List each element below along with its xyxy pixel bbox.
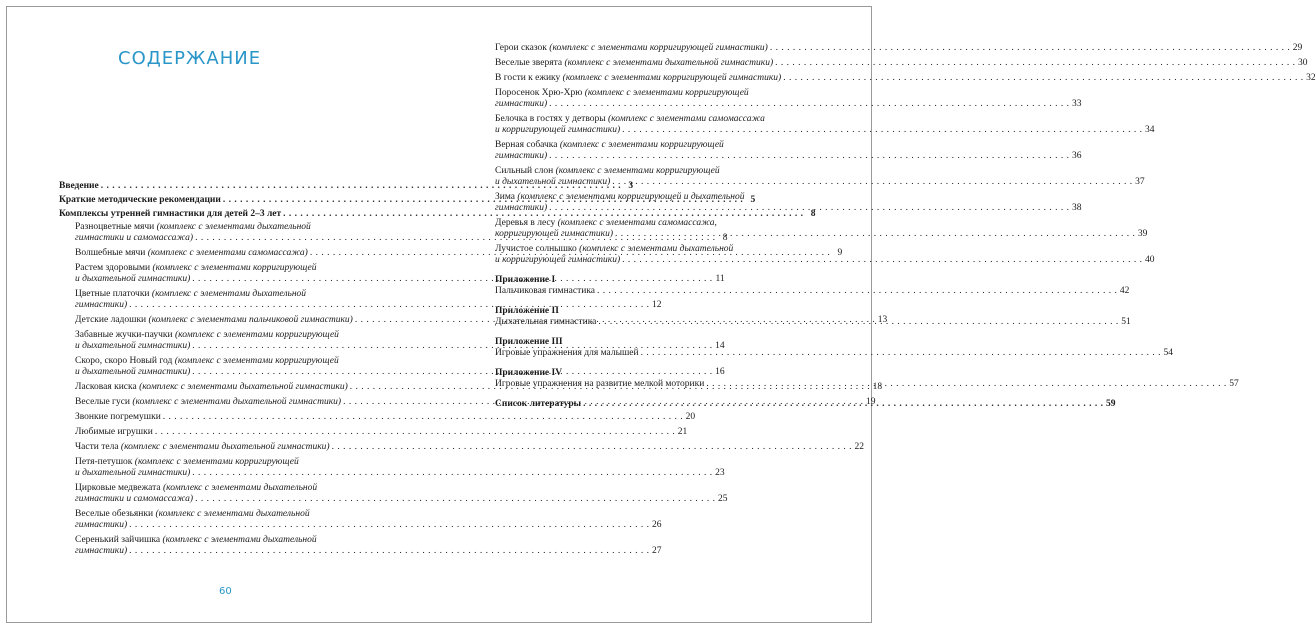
toc-entry-title: Игровые упражнения для малышей bbox=[495, 348, 639, 358]
toc-entry-title: Поросенок Хрю-Хрю bbox=[495, 88, 585, 98]
toc-entry-note: (комплекс с элементами корригирующей гимнастики) bbox=[562, 73, 782, 83]
toc-entry[interactable] bbox=[495, 218, 1148, 240]
appendix-heading: Приложение IV bbox=[495, 368, 563, 378]
toc-entry-title: Веселые зверята bbox=[495, 58, 565, 68]
toc-entry-page: 57 bbox=[1229, 379, 1239, 389]
leader-dots bbox=[549, 203, 1069, 214]
toc-entry[interactable] bbox=[59, 509, 662, 531]
toc-entry-note: и дыхательной гимнастики) bbox=[75, 468, 191, 478]
toc-entry-page: 32 bbox=[1306, 73, 1316, 83]
toc-entry-note: (комплекс с элементами корригирующей bbox=[152, 263, 317, 273]
toc-entry-note: (комплекс с элементами дыхательной bbox=[163, 483, 318, 493]
toc-entry[interactable] bbox=[495, 88, 1082, 110]
toc-entry-page: 20 bbox=[685, 412, 696, 422]
leader-dots bbox=[622, 255, 1142, 266]
toc-entry-note: (комплекс с элементами дыхательной bbox=[579, 244, 734, 254]
toc-entry[interactable] bbox=[495, 140, 1082, 162]
leader-dots bbox=[612, 177, 1132, 188]
toc-entry-page: 54 bbox=[1163, 348, 1173, 358]
toc-entry-note: и дыхательной гимнастики) bbox=[75, 274, 191, 284]
appendix-heading: Приложение I bbox=[495, 275, 556, 285]
toc-entry-page: 11 bbox=[715, 274, 725, 284]
leader-dots bbox=[583, 399, 1103, 410]
toc-appendix-3[interactable] bbox=[495, 337, 1173, 359]
toc-entry-note: гимнастики) bbox=[75, 300, 128, 310]
toc-entry-note: гимнастики) bbox=[75, 520, 128, 530]
toc-entry-page: 5 bbox=[750, 195, 756, 205]
leader-dots bbox=[598, 317, 1118, 328]
toc-entry-page: 38 bbox=[1072, 203, 1082, 213]
toc-entry[interactable] bbox=[495, 192, 1082, 214]
toc-entry-note: (комплекс с элементами дыхательной bbox=[155, 509, 310, 519]
toc-entry-title: В гости к ежику bbox=[495, 73, 563, 83]
toc-entry-title: Цветные платочки bbox=[75, 289, 152, 299]
toc-entry-note: и дыхательной гимнастики) bbox=[495, 177, 611, 187]
toc-entry-page: 59 bbox=[1105, 399, 1116, 409]
toc-entry[interactable] bbox=[59, 412, 696, 423]
toc-entry[interactable] bbox=[495, 73, 1316, 84]
leader-dots bbox=[775, 58, 1295, 69]
toc-entry-title: Разноцветные мячи bbox=[75, 222, 157, 232]
toc-entry[interactable] bbox=[495, 58, 1308, 69]
toc-entry-title: Введение bbox=[59, 181, 99, 191]
toc-entry-page: 9 bbox=[837, 248, 843, 258]
toc-entry-page: 25 bbox=[717, 494, 728, 504]
toc-entry-note: (комплекс с элементами корригирующей bbox=[584, 88, 749, 98]
toc-entry-note: и корригирующей гимнастики) bbox=[495, 125, 621, 135]
toc-entry-title: Растем здоровыми bbox=[75, 263, 153, 273]
toc-entry[interactable] bbox=[59, 457, 725, 479]
leader-dots bbox=[549, 99, 1069, 110]
toc-entry-page: 37 bbox=[1135, 177, 1145, 187]
toc-entry-page: 39 bbox=[1137, 229, 1148, 239]
toc-entry-note: (комплекс с элементами корригирующей bbox=[174, 356, 339, 366]
toc-entry-title: Детские ладошки bbox=[75, 315, 149, 325]
toc-entry-page: 8 bbox=[722, 233, 728, 243]
toc-entry[interactable] bbox=[495, 244, 1155, 266]
leader-dots bbox=[770, 43, 1290, 54]
toc-entry-note: (комплекс с элементами дыхательной bbox=[151, 289, 307, 299]
toc-entry-note: (комплекс с элементами корригирующей гимнастики) bbox=[549, 43, 768, 53]
toc-entry-page: 13 bbox=[877, 315, 888, 325]
toc-entry-title: Забавные жучки-паучки bbox=[75, 330, 175, 340]
leader-dots bbox=[706, 379, 1226, 390]
toc-entry-note: гимнастики и самомассажа) bbox=[75, 494, 194, 504]
toc-entry-note: (комплекс с элементами дыхательной гимнастики) bbox=[120, 442, 330, 452]
toc-entry-note: (комплекс с элементами самомассажа bbox=[608, 114, 765, 124]
leader-dots bbox=[641, 348, 1161, 359]
toc-appendix-1[interactable] bbox=[495, 275, 1130, 297]
toc-entry-page: 34 bbox=[1145, 125, 1155, 135]
toc-entry-complexes[interactable] bbox=[59, 209, 816, 220]
toc-entry-title: Веселые обезьянки bbox=[75, 509, 156, 519]
toc-entry-note: (комплекс с элементами дыхательной bbox=[156, 222, 311, 232]
toc-entry-title: Дыхательная гимнастика bbox=[495, 317, 597, 327]
toc-entry-note: и дыхательной гимнастики) bbox=[75, 367, 191, 377]
toc-entry-note: гимнастики) bbox=[495, 99, 548, 109]
toc-entry[interactable] bbox=[59, 483, 728, 505]
toc-entry-note: (комплекс с элементами самомассажа) bbox=[147, 248, 308, 258]
toc-entry-page: 19 bbox=[865, 397, 876, 407]
toc-entry-note: (комплекс с элементами дыхательной гимнастики) bbox=[139, 382, 348, 392]
toc-entry-title: Волшебные мячи bbox=[75, 248, 148, 258]
toc-entry-title: Серенький зайчишка bbox=[75, 535, 163, 545]
toc-entry-page: 29 bbox=[1292, 43, 1303, 53]
toc-entry-page: 42 bbox=[1119, 286, 1130, 296]
toc-entry-note: (комплекс с элементами корригирующей и дыхательной bbox=[517, 192, 745, 202]
toc-entry-title: Ласковая киска bbox=[75, 382, 140, 392]
toc-entry-page: 23 bbox=[715, 468, 725, 478]
toc-entry-note: (комплекс с элементами пальчиковой гимнастики) bbox=[148, 315, 353, 325]
toc-entry-note: (комплекс с элементами дыхательной bbox=[162, 535, 317, 545]
toc-entry-page: 40 bbox=[1145, 255, 1155, 265]
toc-entry-title: Цирковые медвежата bbox=[75, 483, 164, 493]
toc-entry-title: Любимые игрушки bbox=[75, 427, 153, 437]
toc-entry-title: Лучистое солнышко bbox=[495, 244, 580, 254]
toc-entry-page: 51 bbox=[1121, 317, 1131, 327]
toc-entry[interactable] bbox=[495, 114, 1155, 136]
toc-entry-title: Комплексы утренней гимнастики для детей 2–3 лет bbox=[59, 209, 282, 219]
toc-entry-note: гимнастики) bbox=[75, 546, 128, 556]
leader-dots bbox=[597, 286, 1117, 297]
toc-entry-page: 18 bbox=[872, 382, 883, 392]
toc-entry-page: 30 bbox=[1297, 58, 1308, 68]
toc-entry[interactable] bbox=[495, 166, 1145, 188]
toc-entry-page: 21 bbox=[677, 427, 688, 437]
toc-entry-page: 3 bbox=[628, 181, 634, 191]
toc-entry[interactable] bbox=[495, 43, 1303, 54]
leader-dots bbox=[615, 229, 1135, 240]
toc-entry-note: и дыхательной гимнастики) bbox=[75, 341, 191, 351]
page-title: СОДЕРЖАНИЕ bbox=[118, 48, 262, 69]
toc-entry-page: 26 bbox=[652, 520, 662, 530]
toc-entry[interactable] bbox=[59, 442, 864, 453]
leader-dots bbox=[622, 125, 1142, 136]
appendix-heading: Приложение III bbox=[495, 337, 563, 347]
toc-entry-title: Белочка в гостях у детворы bbox=[495, 114, 609, 124]
toc-entry-note: гимнастики) bbox=[495, 203, 548, 213]
toc-entry-page: 36 bbox=[1072, 151, 1082, 161]
leader-dots bbox=[783, 73, 1303, 84]
toc-entry-page: 16 bbox=[715, 367, 725, 377]
toc-entry-page: 27 bbox=[652, 546, 662, 556]
leader-dots bbox=[549, 151, 1069, 162]
toc-entry-title: Верная собачка bbox=[495, 140, 560, 150]
toc-entry-note: (комплекс с элементами корригирующей bbox=[559, 140, 724, 150]
toc-entry-title: Звонкие погремушки bbox=[75, 412, 161, 422]
toc-entry-page: 14 bbox=[715, 341, 725, 351]
appendix-heading: Приложение II bbox=[495, 306, 559, 316]
toc-entry-page: 8 bbox=[810, 209, 816, 219]
toc-entry-note: гимнастики и самомассажа) bbox=[75, 233, 194, 243]
toc-entry-title: Скоро, скоро Новый год bbox=[75, 356, 175, 366]
toc-entry-title: Части тела bbox=[75, 442, 121, 452]
toc-entry[interactable] bbox=[59, 535, 662, 557]
toc-entry-note: (комплекс с элементами корригирующей bbox=[134, 457, 299, 467]
toc-entry-note: гимнастики) bbox=[495, 151, 548, 161]
toc-entry[interactable] bbox=[59, 427, 688, 438]
toc-entry-title: Сильный слон bbox=[495, 166, 556, 176]
toc-entry-note: корригирующей гимнастики) bbox=[495, 229, 613, 239]
toc-entry-note: (комплекс с элементами дыхательной гимнастики) bbox=[564, 58, 774, 68]
toc-entry-note: (комплекс с элементами корригирующей bbox=[555, 166, 720, 176]
page-number: 60 bbox=[219, 586, 232, 597]
toc-entry-title: Пальчиковая гимнастика bbox=[495, 286, 596, 296]
toc-entry-note: (комплекс с элементами дыхательной гимнастики) bbox=[132, 397, 342, 407]
toc-entry-page: 12 bbox=[652, 300, 662, 310]
toc-entry-page: 33 bbox=[1072, 99, 1082, 109]
toc-entry-note: и корригирующей гимнастики) bbox=[495, 255, 621, 265]
toc-entry-title: Герои сказок bbox=[495, 43, 550, 53]
toc-entry-title: Веселые гуси bbox=[75, 397, 133, 407]
toc-entry-title: Петя-петушок bbox=[75, 457, 135, 467]
toc-entry-page: 22 bbox=[854, 442, 864, 452]
toc-entry-title: Список литературы bbox=[495, 399, 582, 409]
toc-entry-title: Зима bbox=[495, 192, 518, 202]
toc-entry-title: Деревья в лесу bbox=[495, 218, 558, 228]
toc-entry-note: (комплекс с элементами самомассажа, bbox=[557, 218, 717, 228]
toc-entry-note: (комплекс с элементами корригирующей bbox=[174, 330, 339, 340]
toc-entry-title: Краткие методические рекомендации bbox=[59, 195, 221, 205]
toc-entry-title: Игровые упражнения на развитие мелкой моторики bbox=[495, 379, 705, 389]
